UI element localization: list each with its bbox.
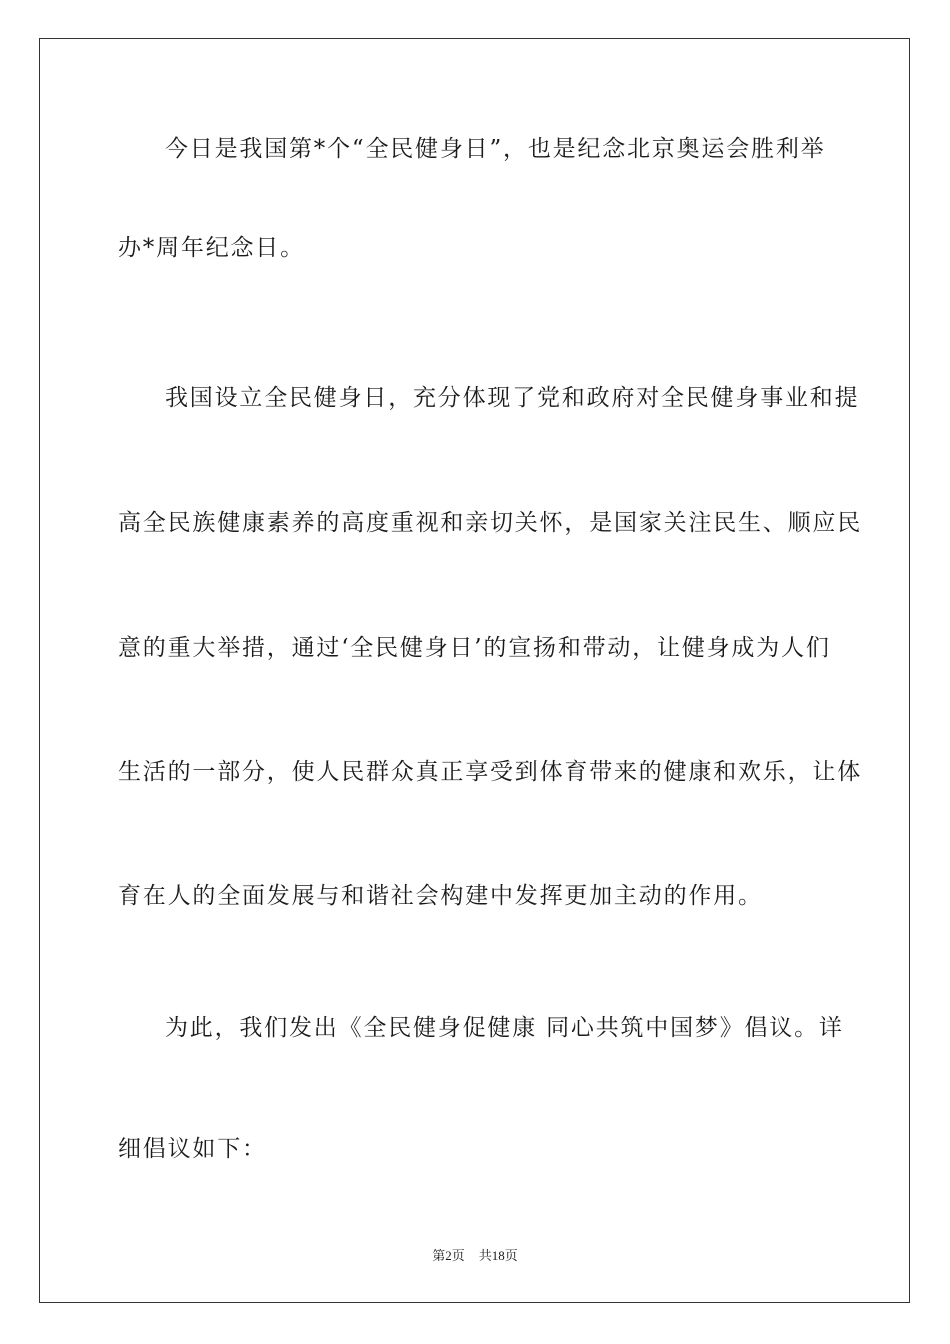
page-border	[39, 38, 910, 1303]
paragraph-line: 我国设立全民健身日，充分体现了党和政府对全民健身事业和提	[165, 385, 860, 411]
page-number: 第2页	[432, 1248, 465, 1263]
paragraph-line: 高全民族健康素养的高度重视和亲切关怀，是国家关注民生、顺应民	[118, 510, 862, 536]
paragraph-line: 细倡议如下：	[118, 1136, 267, 1162]
page-footer	[0, 1247, 950, 1265]
paragraph-line: 为此，我们发出《全民健身促健康 同心共筑中国梦》倡议。详	[165, 1015, 844, 1041]
paragraph-line: 育在人的全面发展与和谐社会构建中发挥更加主动的作用。	[118, 883, 763, 909]
paragraph-line: 意的重大举措，通过‘全民健身日’的宣扬和带动，让健身成为人们	[118, 635, 831, 661]
paragraph-line: 今日是我国第*个“全民健身日”，也是纪念北京奥运会胜利举	[165, 136, 826, 162]
page-total: 共18页	[478, 1248, 518, 1263]
paragraph-line: 生活的一部分，使人民群众真正享受到体育带来的健康和欢乐，让体	[118, 759, 862, 785]
paragraph-line: 办*周年纪念日。	[118, 235, 305, 261]
